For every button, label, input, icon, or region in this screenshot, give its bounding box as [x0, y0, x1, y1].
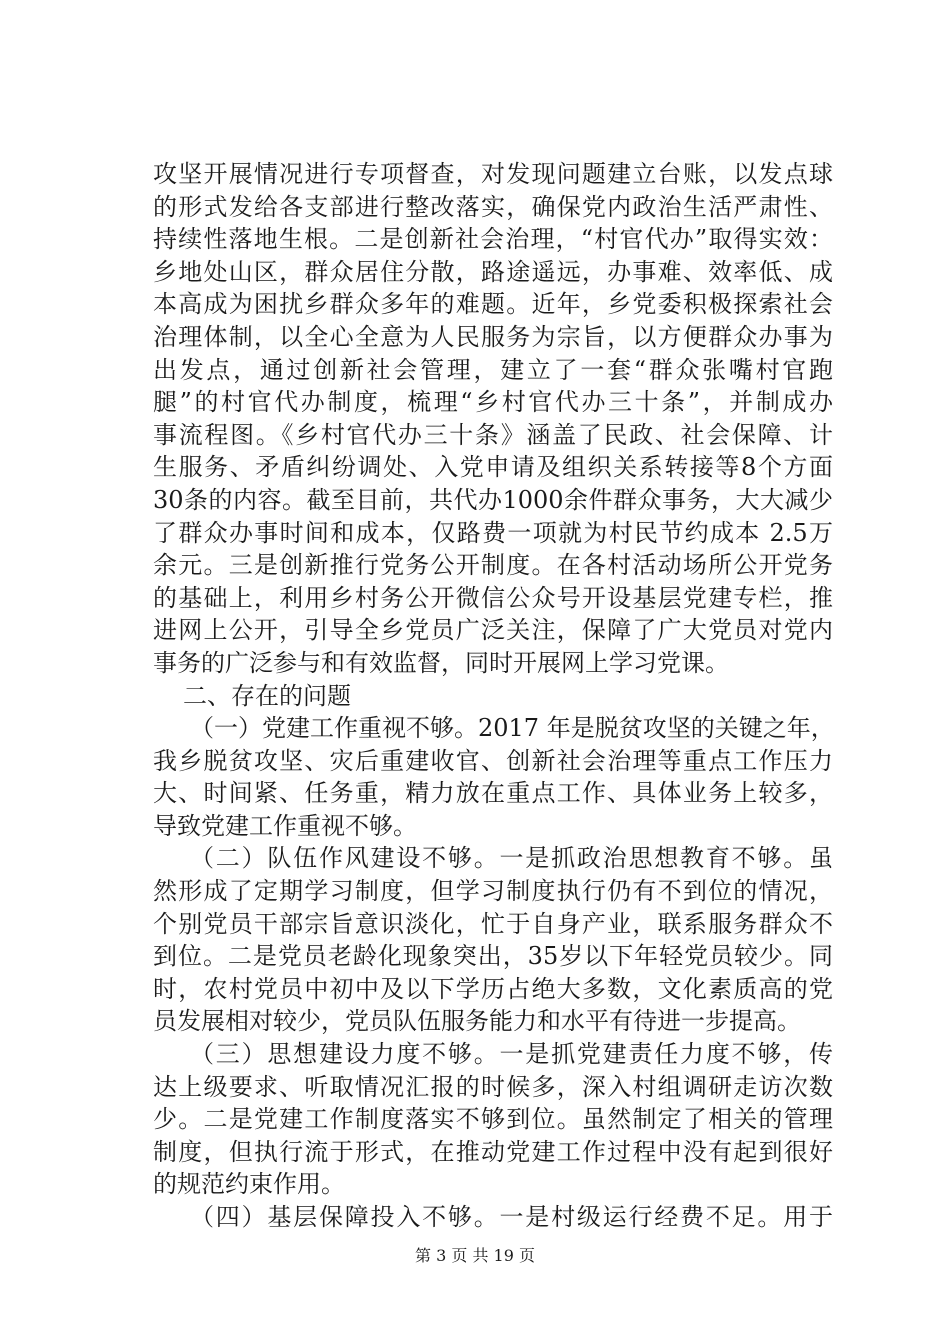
text-line: 出发点，通过创新社会管理，建立了一套“群众张嘴村官跑 [153, 355, 833, 384]
text-line: 攻坚开展情况进行专项督查，对发现问题建立台账，以发点球 [153, 160, 833, 188]
text-line: 导致党建工作重视不够。 [153, 811, 417, 840]
text-line: 本高成为困扰乡群众多年的难题。近年，乡党委积极探索社会 [153, 290, 833, 319]
text-line: （一）党建工作重视不够。2017 年是脱贫攻坚的关键之年， [190, 714, 835, 743]
text-line: 生服务、矛盾纠纷调处、入党申请及组织关系转接等8个方面 [153, 453, 833, 482]
text-line: 持续性落地生根。二是创新社会治理，“村官代办”取得实效： [153, 225, 833, 254]
text-line: 时，农村党员中初中及以下学历占绝大多数，文化素质高的党 [153, 974, 833, 1003]
text-line: 治理体制，以全心全意为人民服务为宗旨，以方便群众办事为 [153, 322, 833, 351]
section-heading: 二、存在的问题 [183, 681, 351, 710]
text-line: 事务的广泛参与和有效监督，同时开展网上学习党课。 [153, 648, 729, 677]
text-line: （三）思想建设力度不够。一是抓党建责任力度不够，传 [190, 1040, 833, 1069]
text-line: 员发展相对较少，党员队伍服务能力和水平有待进一步提高。 [153, 1007, 801, 1036]
text-line: 的形式发给各支部进行整改落实，确保党内政治生活严肃性、 [153, 192, 833, 221]
text-line: 乡地处山区，群众居住分散，路途遥远，办事难、效率低、成 [153, 257, 833, 286]
text-line: 的基础上，利用乡村务公开微信公众号开设基层党建专栏，推 [153, 583, 833, 612]
text-line: 达上级要求、听取情况汇报的时候多，深入村组调研走访次数 [153, 1072, 833, 1101]
text-line: 大、时间紧、任务重，精力放在重点工作、具体业务上较多， [153, 779, 833, 808]
text-line: 30条的内容。截至目前，共代办1000余件群众事务，大大减少 [153, 485, 833, 514]
document-body [153, 158, 833, 1234]
page-footer: 第 3 页 共 19 页 [415, 1246, 535, 1265]
text-line: 腿”的村官代办制度，梳理“乡村官代办三十条”，并制成办 [153, 388, 833, 417]
text-line: 少。二是党建工作制度落实不够到位。虽然制定了相关的管理 [153, 1105, 833, 1134]
text-line: 进网上公开，引导全乡党员广泛关注，保障了广大党员对党内 [153, 616, 833, 645]
text-line: （四）基层保障投入不够。一是村级运行经费不足。用于 [190, 1203, 833, 1231]
text-line: 事流程图。《乡村官代办三十条》涵盖了民政、社会保障、计 [153, 420, 833, 449]
text-line: 我乡脱贫攻坚、灾后重建收官、创新社会治理等重点工作压力 [153, 746, 833, 775]
text-line: 制度，但执行流于形式，在推动党建工作过程中没有起到很好 [153, 1137, 833, 1166]
text-line: 了群众办事时间和成本，仅路费一项就为村民节约成本 2.5万 [153, 518, 833, 547]
text-line: 余元。三是创新推行党务公开制度。在各村活动场所公开党务 [153, 551, 833, 580]
text-line: 然形成了定期学习制度，但学习制度执行仍有不到位的情况， [153, 877, 833, 906]
text-line: 个别党员干部宗旨意识淡化，忙于自身产业，联系服务群众不 [153, 909, 833, 938]
text-line: （二）队伍作风建设不够。一是抓政治思想教育不够。虽 [190, 844, 833, 873]
text-line: 到位。二是党员老龄化现象突出，35岁以下年轻党员较少。同 [153, 942, 833, 971]
text-line: 的规范约束作用。 [153, 1170, 345, 1199]
